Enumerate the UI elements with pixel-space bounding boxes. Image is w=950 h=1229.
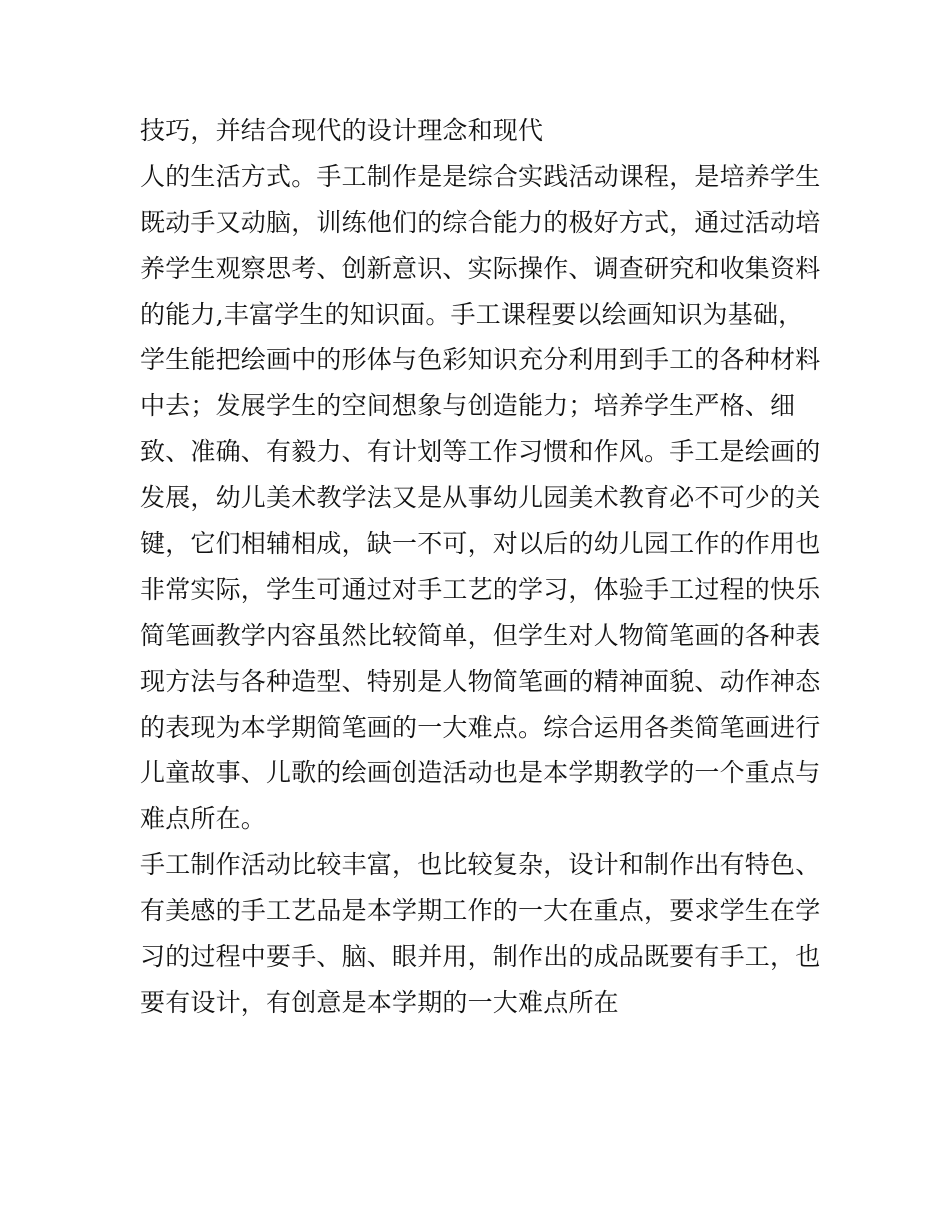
text-line: 养学生观察思考、创新意识、实际操作、调查研究和收集资料 (140, 253, 821, 283)
text-line: 非常实际，学生可通过对手工艺的学习，体验手工过程的快乐 (140, 574, 821, 604)
text-line: 手工制作活动比较丰富，也比较复杂，设计和制作出有特色、 (140, 850, 821, 880)
text-line: 的能力,丰富学生的知识面。手工课程要以绘画知识为基础， (140, 299, 804, 329)
text-line: 的表现为本学期简笔画的一大难点。综合运用各类简笔画进行 (140, 712, 821, 742)
text-line: 人的生活方式。手工制作是是综合实践活动课程，是培养学生 (140, 161, 821, 191)
text-line: 儿童故事、儿歌的绘画创造活动也是本学期教学的一个重点与 (140, 758, 821, 788)
text-line: 键，它们相辅相成，缺一不可，对以后的幼儿园工作的作用也 (140, 529, 821, 559)
text-line: 致、准确、有毅力、有计划等工作习惯和作风。手工是绘画的 (140, 437, 821, 467)
text-line: 习的过程中要手、脑、眼并用，制作出的成品既要有手工，也 (140, 942, 821, 972)
text-line: 要有设计，有创意是本学期的一大难点所在 (140, 987, 619, 1017)
text-line: 技巧，并结合现代的设计理念和现代 (140, 116, 544, 145)
text-line: 现方法与各种造型、特别是人物简笔画的精神面貌、动作神态 (140, 666, 821, 696)
document-body (140, 108, 820, 1026)
text-line: 发展，幼儿美术教学法又是从事幼儿园美术教育必不可少的关 (140, 483, 821, 513)
text-line: 既动手又动脑，训练他们的综合能力的极好方式，通过活动培 (140, 207, 821, 237)
text-line: 中去；发展学生的空间想象与创造能力；培养学生严格、细 (140, 391, 796, 421)
text-line: 难点所在。 (140, 804, 267, 834)
text-line: 简笔画教学内容虽然比较简单，但学生对人物简笔画的各种表 (140, 620, 821, 650)
text-line: 学生能把绘画中的形体与色彩知识充分利用到手工的各种材料 (140, 345, 821, 375)
text-line: 有美感的手工艺品是本学期工作的一大在重点，要求学生在学 (140, 896, 821, 926)
